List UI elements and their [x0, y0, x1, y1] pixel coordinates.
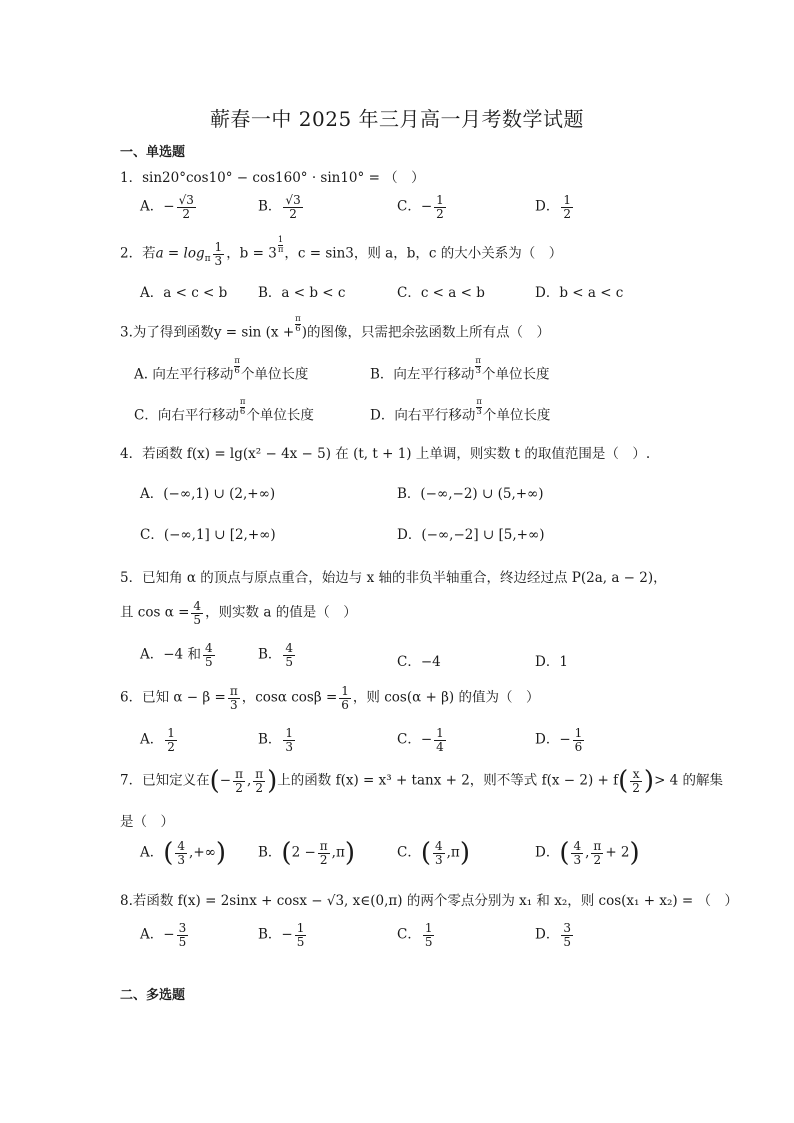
fraction: $\frac{4}{5}$ [193, 599, 202, 627]
q3-option-d: D．向右平行移动 $\frac{\pi}{3}$ 个单位长度 [370, 397, 551, 424]
question-1-stem: 1．sin20°cos10° − cos160° · sin10° = （ ） [120, 170, 425, 186]
fraction: $\frac{1}{5}$ [296, 921, 305, 949]
q8-option-d: D． $\frac{3}{5}$ [535, 921, 571, 949]
fraction: $\frac{\pi}{6}$ [234, 356, 240, 376]
fraction: $\frac{\pi}{2}$ [319, 838, 328, 867]
question-3-stem: 3.为了得到函数y = sin (x + $\frac{\pi}{6}$ )的图像，只需把余弦函数上所有点（ ） [120, 314, 551, 341]
question-8-stem: 8.若函数 f(x) = 2sinx + cosx − √3, x∈(0,π) 的两个零点分别为 x₁ 和 x₂，则 cos(x₁ + x₂) = （ ） [120, 893, 739, 909]
fraction: $\frac{4}{5}$ [285, 641, 294, 669]
exponent-fraction: $\frac{1}{\pi}$ [277, 235, 284, 255]
q5-option-b: B． $\frac{4}{5}$ [258, 641, 294, 669]
fraction: $\frac{4}{3}$ [435, 838, 443, 867]
q5-option-a: A．−4 和 $\frac{4}{5}$ [140, 641, 213, 669]
fraction: $\frac{\pi}{6}$ [239, 397, 246, 417]
fraction: $\frac{\pi}{2}$ [255, 766, 264, 795]
fraction: $\frac{1}{4}$ [436, 726, 444, 754]
section-single-choice: 一、单选题 [120, 145, 186, 160]
fraction: $\frac{\pi}{6}$ [295, 314, 301, 334]
q4-option-a: A．(−∞,1) ∪ (2,+∞) [140, 486, 276, 502]
q7-option-a: A．( $\frac{4}{3}$ ,+∞) [140, 838, 227, 868]
fraction: $\frac{√3}{2}$ [285, 193, 301, 221]
fraction: $\frac{\pi}{3}$ [476, 397, 482, 417]
fraction: $\frac{1}{2}$ [167, 726, 175, 754]
exam-title: 蕲春一中 2025 年三月高一月考数学试题 [209, 107, 585, 131]
fraction: $\frac{1}{6}$ [574, 726, 583, 754]
fraction: $\frac{\pi}{3}$ [475, 356, 482, 376]
fraction: $\frac{4}{5}$ [204, 641, 213, 669]
q8-option-a: A．− $\frac{3}{5}$ [140, 921, 187, 949]
q1-option-b: B． $\frac{√3}{2}$ [258, 193, 301, 221]
fraction: $\frac{\pi}{2}$ [593, 838, 602, 867]
fraction: $\frac{\pi}{3}$ [229, 684, 238, 712]
section-multiple-choice: 二、多选题 [120, 988, 186, 1003]
question-6-stem: 6．已知 α − β = $\frac{\pi}{3}$ ，cosα cosβ = $\frac{1}{6}$ ，则 cos(α + β) 的值为（ ） [120, 684, 540, 712]
q1-option-a: A．− $\frac{√3}{2}$ [140, 193, 194, 221]
q5-option-c: C．−4 [397, 654, 441, 670]
q7-option-d: D．( $\frac{4}{3}$ , $\frac{\pi}{2}$ + 2) [535, 838, 640, 868]
fraction: $\frac{1}{2}$ [436, 193, 444, 221]
fraction: $\frac{1}{3}$ [285, 726, 294, 754]
q5-option-d: D．1 [535, 654, 568, 670]
q3-option-a: A. 向左平行移动 $\frac{\pi}{6}$ 个单位长度 [134, 356, 309, 383]
q4-option-b: B．(−∞,−2) ∪ (5,+∞) [397, 486, 544, 502]
q4-option-c: C．(−∞,1] ∪ [2,+∞) [140, 527, 276, 543]
question-7-stem-line2: 是（ ） [120, 814, 174, 830]
q6-option-a: A． $\frac{1}{2}$ [140, 726, 175, 754]
fraction: $\frac{1}{5}$ [424, 921, 433, 949]
q1-option-d: D． $\frac{1}{2}$ [535, 193, 571, 221]
q3-option-b: B．向左平行移动 $\frac{\pi}{3}$ 个单位长度 [370, 356, 550, 383]
fraction: $\frac{4}{3}$ [573, 838, 582, 867]
fraction: $\frac{3}{5}$ [178, 921, 187, 949]
q8-option-b: B．− $\frac{1}{5}$ [258, 921, 305, 949]
question-7-stem-line1: 7．已知定义在(− $\frac{\pi}{2}$ , $\frac{\pi}{2}$ )上的函数 f(x) = x³ + tanx + 2，则不等式 f(x − 2) + f( $\frac{x}{2}$ )> 4 的解集 [120, 766, 724, 796]
fraction: $\frac{1}{3}$ [214, 239, 223, 268]
q6-option-d: D．− $\frac{1}{6}$ [535, 726, 583, 754]
fraction: $\frac{\pi}{2}$ [235, 766, 243, 795]
q6-option-c: C．− $\frac{1}{4}$ [397, 726, 444, 754]
fraction: $\frac{x}{2}$ [632, 766, 640, 795]
fraction: $\frac{√3}{2}$ [178, 193, 194, 221]
q3-option-c: C．向右平行移动 $\frac{\pi}{6}$ 个单位长度 [134, 397, 314, 424]
question-4-stem: 4．若函数 f(x) = lg(x² − 4x − 5) 在 (t, t + 1) 上单调，则实数 t 的取值范围是（ ）. [120, 446, 651, 462]
q7-option-c: C．( $\frac{4}{3}$ ,π) [397, 838, 470, 868]
q8-option-c: C． $\frac{1}{5}$ [397, 921, 433, 949]
q2-option-b: B．a < b < c [258, 285, 346, 301]
fraction: $\frac{3}{5}$ [563, 921, 571, 949]
question-2-stem: 2．若$a = \log_\pi$ $\frac{1}{3}$ ，b = 3 $\frac{1}{\pi}$ ，c = sin3，则 a，b，c 的大小关系为（ ） [120, 235, 563, 268]
q7-option-b: B．(2 − $\frac{\pi}{2}$ ,π) [258, 838, 355, 868]
q2-option-c: C．c < a < b [397, 285, 485, 301]
fraction: $\frac{1}{2}$ [563, 193, 571, 221]
q6-option-b: B． $\frac{1}{3}$ [258, 726, 294, 754]
question-5-stem-line2: 且 cos α = $\frac{4}{5}$ ，则实数 a 的值是（ ） [120, 599, 357, 627]
q2-option-a: A．a < c < b [140, 285, 228, 301]
fraction: $\frac{4}{3}$ [177, 838, 186, 867]
q2-option-d: D．b < a < c [535, 285, 624, 301]
fraction: $\frac{1}{6}$ [341, 684, 349, 712]
question-5-stem-line1: 5．已知角 α 的顶点与原点重合，始边与 x 轴的非负半轴重合，终边经过点 P(2a, a − 2)， [120, 570, 667, 586]
q1-option-c: C．− $\frac{1}{2}$ [397, 193, 444, 221]
q4-option-d: D．(−∞,−2] ∪ [5,+∞) [397, 527, 545, 543]
